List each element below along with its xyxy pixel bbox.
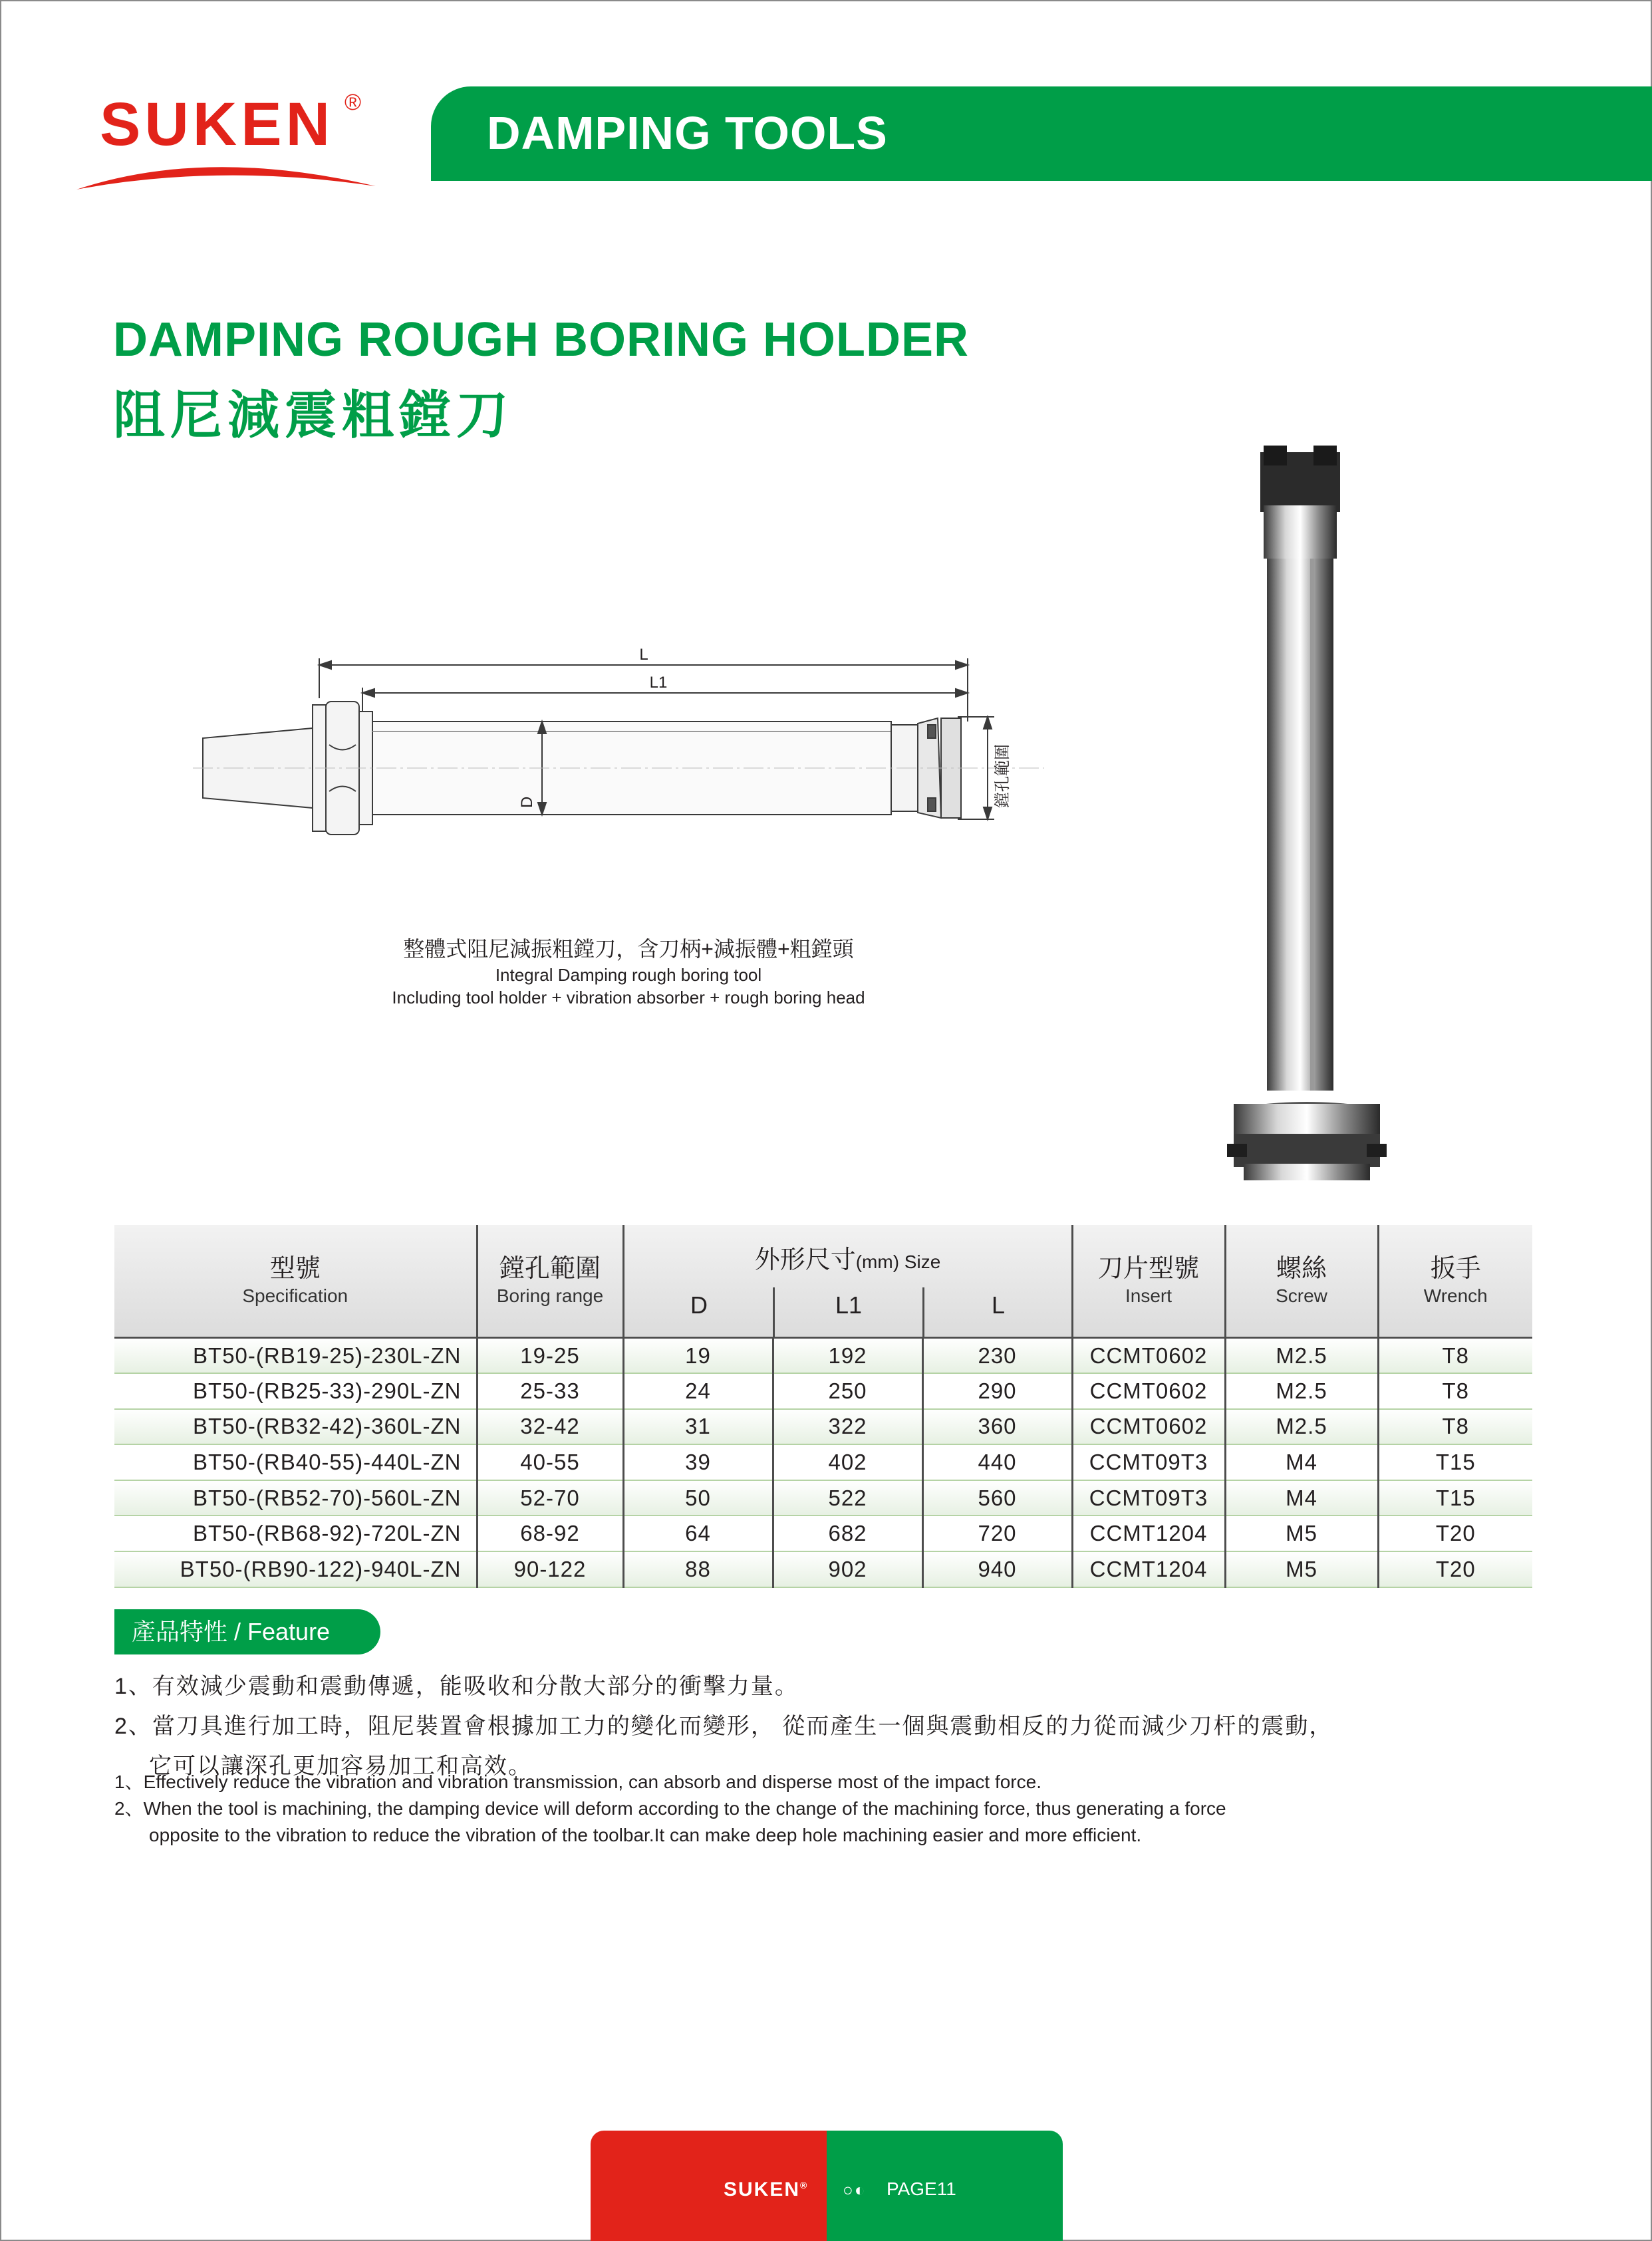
cell-range: 25-33: [477, 1373, 623, 1409]
product-title-en: DAMPING ROUGH BORING HOLDER: [113, 313, 969, 366]
product-photo: [1224, 439, 1390, 1184]
cell-range: 19-25: [477, 1338, 623, 1374]
header-range-en: Boring range: [496, 1285, 604, 1306]
table-row: [114, 1551, 1532, 1587]
cell-d: 24: [623, 1373, 773, 1409]
footer-logo: [724, 2178, 808, 2201]
banner-title: DAMPING TOOLS: [487, 107, 888, 159]
header-spec-en: Specification: [242, 1285, 348, 1306]
product-title-zh: 阻尼減震粗鏜刀: [113, 386, 514, 444]
cell-range: 52-70: [477, 1480, 623, 1516]
logo-text: SUKEN: [100, 90, 335, 158]
table-row: [114, 1373, 1532, 1409]
header-size-unit: (mm) Size: [855, 1252, 941, 1272]
page-footer: [591, 2131, 1063, 2241]
category-banner: [431, 86, 1652, 181]
table-header-row: [114, 1225, 1532, 1338]
footer-reg-mark: ®: [800, 2180, 809, 2190]
suken-logo: [73, 90, 379, 183]
registered-mark: ®: [344, 90, 362, 115]
cell-wrench: T8: [1378, 1373, 1532, 1409]
cell-screw: M2.5: [1225, 1409, 1378, 1445]
cell-l: 440: [922, 1444, 1072, 1480]
header-insert-zh: 刀片型號: [1097, 1255, 1199, 1283]
dim-label-L1: L1: [649, 674, 668, 692]
cell-l1: 902: [773, 1551, 922, 1587]
logo-swoosh-icon: [73, 153, 379, 193]
cell-spec: BT50-(RB25-33)-290L-ZN: [114, 1373, 477, 1409]
feature-en-3: opposite to the vibration to reduce the vibration of the toolbar.It can make deep hole machining easier and more efficient.: [149, 1825, 1142, 1845]
page-number: PAGE11: [887, 2178, 956, 2199]
table-row: [114, 1480, 1532, 1516]
header-insert-en: Insert: [1125, 1285, 1172, 1306]
header-screw-en: Screw: [1276, 1285, 1327, 1306]
cell-spec: BT50-(RB19-25)-230L-ZN: [114, 1338, 477, 1374]
cell-insert: CCMT0602: [1072, 1409, 1225, 1445]
header-wrench-en: Wrench: [1423, 1285, 1488, 1306]
dim-label-D: D: [518, 796, 536, 808]
cell-screw: M4: [1225, 1444, 1378, 1480]
header-l1: L1: [835, 1291, 863, 1319]
spec-table-wrap: [114, 1225, 1532, 1588]
cell-l1: 522: [773, 1480, 922, 1516]
cell-screw: M2.5: [1225, 1373, 1378, 1409]
feature-zh: [114, 1666, 1333, 1786]
header-range-zh: 鏜孔範圍: [499, 1255, 601, 1283]
table-row: [114, 1516, 1532, 1551]
cell-spec: BT50-(RB68-92)-720L-ZN: [114, 1516, 477, 1551]
cell-l1: 682: [773, 1516, 922, 1551]
cell-wrench: T15: [1378, 1444, 1532, 1480]
table-body: [114, 1338, 1532, 1587]
cell-l1: 250: [773, 1373, 922, 1409]
cell-l1: 192: [773, 1338, 922, 1374]
header-range: [477, 1225, 623, 1338]
cell-range: 90-122: [477, 1551, 623, 1587]
cell-range: 32-42: [477, 1409, 623, 1445]
cell-d: 31: [623, 1409, 773, 1445]
cell-d: 39: [623, 1444, 773, 1480]
cell-spec: BT50-(RB32-42)-360L-ZN: [114, 1409, 477, 1445]
cell-l: 940: [922, 1551, 1072, 1587]
header-wrench-zh: 扳手: [1430, 1255, 1481, 1283]
cell-l: 230: [922, 1338, 1072, 1374]
caption-zh: 整體式阻尼減振粗鏜刀，含刀柄+減振體+粗鏜頭: [403, 937, 854, 961]
cell-d: 50: [623, 1480, 773, 1516]
feature-en: [114, 1769, 1226, 1849]
cell-range: 40-55: [477, 1444, 623, 1480]
drawing-caption: [372, 934, 885, 1009]
header-l: L: [991, 1291, 1006, 1319]
cell-insert: CCMT1204: [1072, 1551, 1225, 1587]
cell-range: 68-92: [477, 1516, 623, 1551]
cell-spec: BT50-(RB52-70)-560L-ZN: [114, 1480, 477, 1516]
feature-zh-3: 它可以讓深孔更加容易加工和高效。: [149, 1754, 532, 1779]
header-spec: [114, 1225, 477, 1338]
header-divider: [773, 1287, 775, 1337]
feature-en-2: 2、When the tool is machining, the damping device will deform according to the change of the machining force, thus generating a force: [114, 1798, 1226, 1819]
cell-screw: M5: [1225, 1516, 1378, 1551]
caption-en-2: Including tool holder + vibration absorber + rough boring head: [392, 988, 865, 1007]
cell-l1: 402: [773, 1444, 922, 1480]
cell-d: 19: [623, 1338, 773, 1374]
header-spec-zh: 型號: [269, 1255, 321, 1283]
cell-l: 720: [922, 1516, 1072, 1551]
cell-screw: M2.5: [1225, 1338, 1378, 1374]
header-screw-zh: 螺絲: [1276, 1255, 1327, 1283]
header-d: D: [690, 1291, 708, 1319]
cell-insert: CCMT0602: [1072, 1373, 1225, 1409]
cell-l: 360: [922, 1409, 1072, 1445]
header-size-zh: 外形尺寸: [754, 1246, 856, 1274]
cell-insert: CCMT09T3: [1072, 1444, 1225, 1480]
cell-l: 560: [922, 1480, 1072, 1516]
table-row: [114, 1409, 1532, 1445]
table-row: [114, 1444, 1532, 1480]
cell-screw: M5: [1225, 1551, 1378, 1587]
header-insert: [1072, 1225, 1225, 1338]
cell-l: 290: [922, 1373, 1072, 1409]
technical-drawing: [193, 638, 1044, 858]
cell-insert: CCMT0602: [1072, 1338, 1225, 1374]
cell-wrench: T20: [1378, 1551, 1532, 1587]
spec-table: [114, 1225, 1532, 1588]
cell-d: 64: [623, 1516, 773, 1551]
cell-wrench: T8: [1378, 1409, 1532, 1445]
cell-wrench: T15: [1378, 1480, 1532, 1516]
header-screw: [1225, 1225, 1378, 1338]
table-row: [114, 1338, 1532, 1374]
caption-en-1: Integral Damping rough boring tool: [495, 965, 762, 985]
cell-wrench: T8: [1378, 1338, 1532, 1374]
feature-tag: 產品特性 / Feature: [114, 1609, 380, 1654]
header-size-group: [623, 1225, 1072, 1338]
feature-zh-2: 2、當刀具進行加工時，阻尼裝置會根據加工力的變化而變形， 從而產生一個與震動相反的力從而減少刀杆的震動，: [114, 1714, 1333, 1739]
footer-red-tab: [591, 2131, 827, 2241]
cell-d: 88: [623, 1551, 773, 1587]
header-wrench: [1378, 1225, 1532, 1338]
cell-insert: CCMT09T3: [1072, 1480, 1225, 1516]
feature-zh-1: 1、有效減少震動和震動傳遞，能吸收和分散大部分的衝擊力量。: [114, 1674, 799, 1699]
footer-green-tab: [827, 2131, 1063, 2241]
footer-nav-icon: ○◐: [843, 2180, 867, 2200]
cell-wrench: T20: [1378, 1516, 1532, 1551]
footer-logo-text: SUKEN: [724, 2178, 801, 2200]
cell-spec: BT50-(RB40-55)-440L-ZN: [114, 1444, 477, 1480]
cell-l1: 322: [773, 1409, 922, 1445]
cell-insert: CCMT1204: [1072, 1516, 1225, 1551]
cell-spec: BT50-(RB90-122)-940L-ZN: [114, 1551, 477, 1587]
dim-label-L: L: [639, 646, 648, 664]
cell-screw: M4: [1225, 1480, 1378, 1516]
header-divider: [922, 1287, 924, 1337]
dim-label-range: 鏜孔範圍: [993, 744, 1012, 808]
feature-en-1: 1、Effectively reduce the vibration and vibration transmission, can absorb and disperse most of the impact force.: [114, 1772, 1041, 1792]
